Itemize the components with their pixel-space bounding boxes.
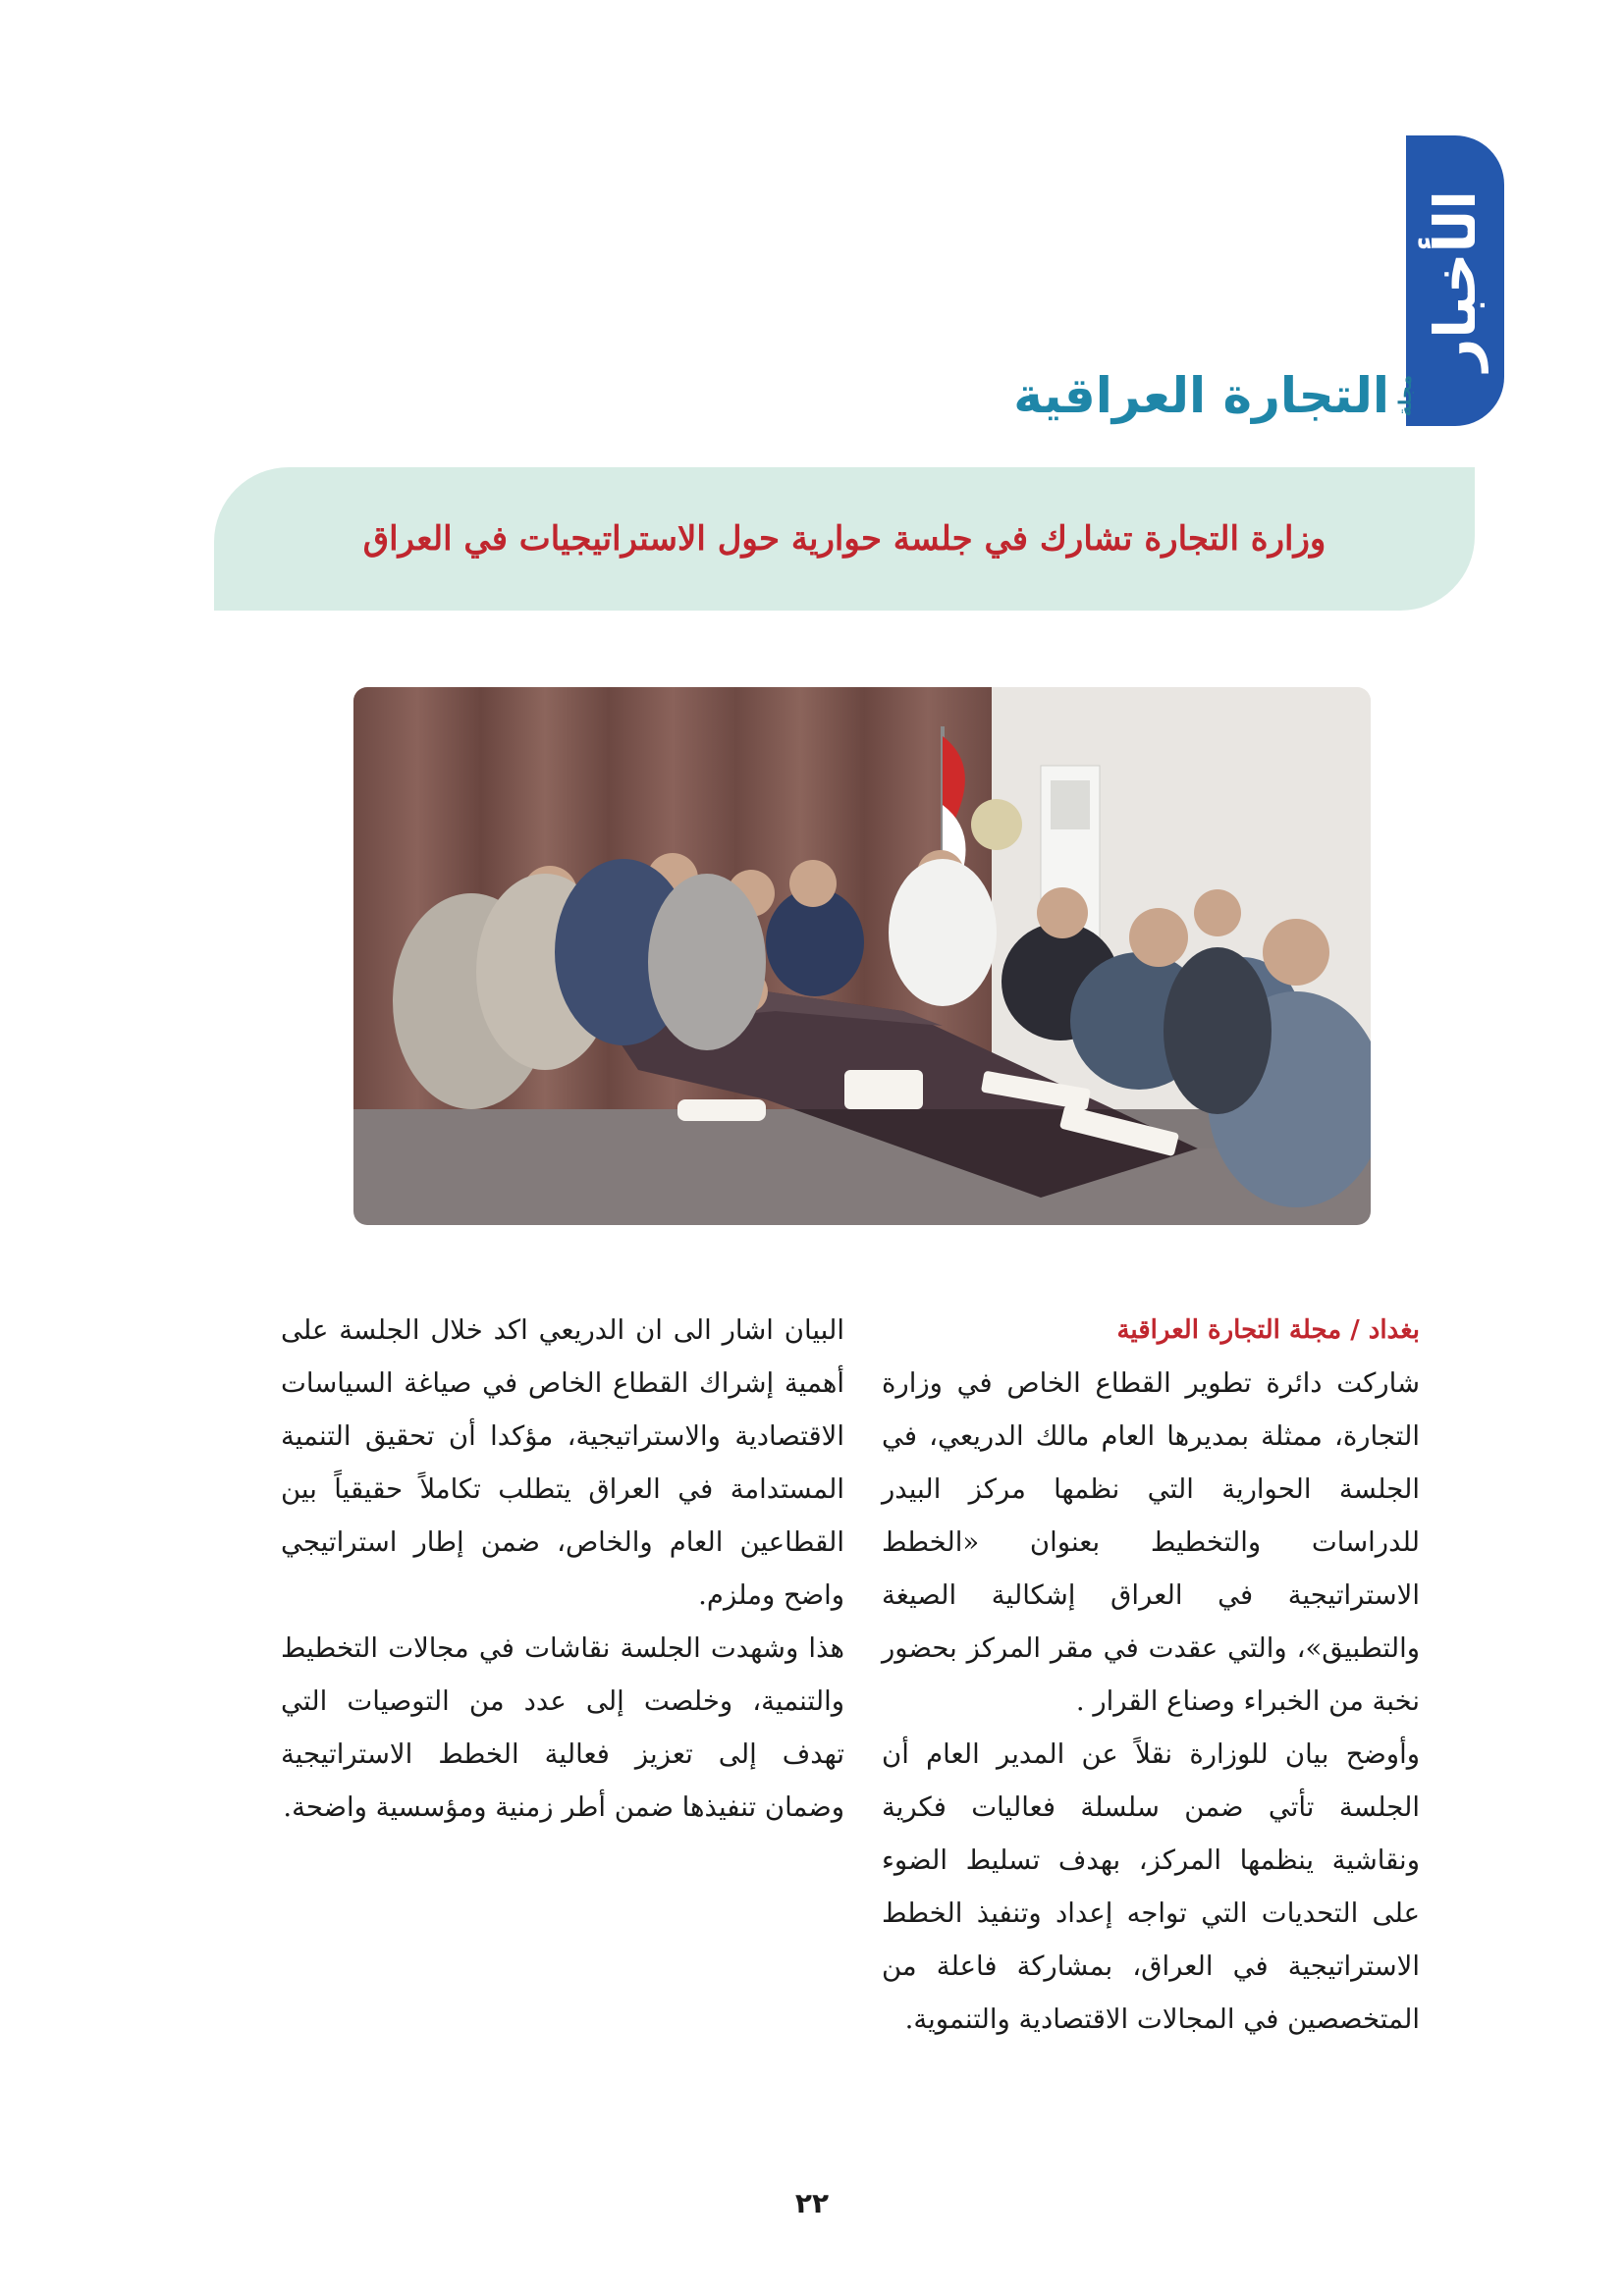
article-headline: وزارة التجارة تشارك في جلسة حوارية حول الاستراتيجيات في العراق — [362, 519, 1326, 559]
page-number: ٢٢ — [794, 2187, 830, 2219]
section-tab — [1406, 135, 1504, 426]
paragraph: هذا وشهدت الجلسة نقاشات في مجالات التخطيط والتنمية، وخلصت إلى عدد من التوصيات التي تهدف إلى تعزيز فعالية الخطط الاستراتيجية وضمان تنفيذها ضمن أطر زمنية ومؤسسية واضحة. — [281, 1632, 844, 1823]
meeting-photo — [353, 687, 1371, 1225]
meeting-photo-icon — [353, 687, 1371, 1225]
masthead-title: التجارة العراقية — [1013, 367, 1389, 424]
paragraph: البيان اشار الى ان الدريعي اكد خلال الجلسة على أهمية إشراك القطاع الخاص في صياغة السياسات الاقتصادية والاستراتيجية، مؤكدا أن تحقيق التنمية المستدامة في العراق يتطلب تكاملاً حقيقياً بين القطاعين العام والخاص، ضمن إطار استراتيجي واضح وملزم. — [281, 1314, 844, 1611]
paragraph: شاركت دائرة تطوير القطاع الخاص في وزارة التجارة، ممثلة بمديرها العام مالك الدريعي، في الجلسة الحوارية التي نظمها مركز البيدر للدراسات والتخطيط بعنوان «الخطط الاستراتيجية في العراق إشكالية الصيغة والتطبيق»، والتي عقدت في مقر المركز بحضور نخبة من الخبراء وصناع القرار . — [882, 1367, 1420, 1717]
article-left-column — [281, 1304, 844, 1834]
section-tab-label: الأخبار — [1422, 189, 1489, 372]
paragraph: وأوضح بيان للوزارة نقلاً عن المدير العام أن الجلسة تأتي ضمن سلسلة فعاليات فكرية ونقاشية ينظمها المركز، بهدف تسليط الضوء على التحديات التي تواجه إعداد وتنفيذ الخطط الاستراتيجية في العراق، بمشاركة فاعلة من المتخصصين في المجالات الاقتصادية والتنموية. — [882, 1738, 1420, 2035]
byline: بغداد / مجلة التجارة العراقية — [1116, 1315, 1420, 1345]
magazine-masthead — [1013, 351, 1416, 440]
headline-band — [214, 467, 1475, 611]
article-right-column — [882, 1304, 1420, 2046]
masthead-small: مجلة — [1395, 374, 1416, 417]
